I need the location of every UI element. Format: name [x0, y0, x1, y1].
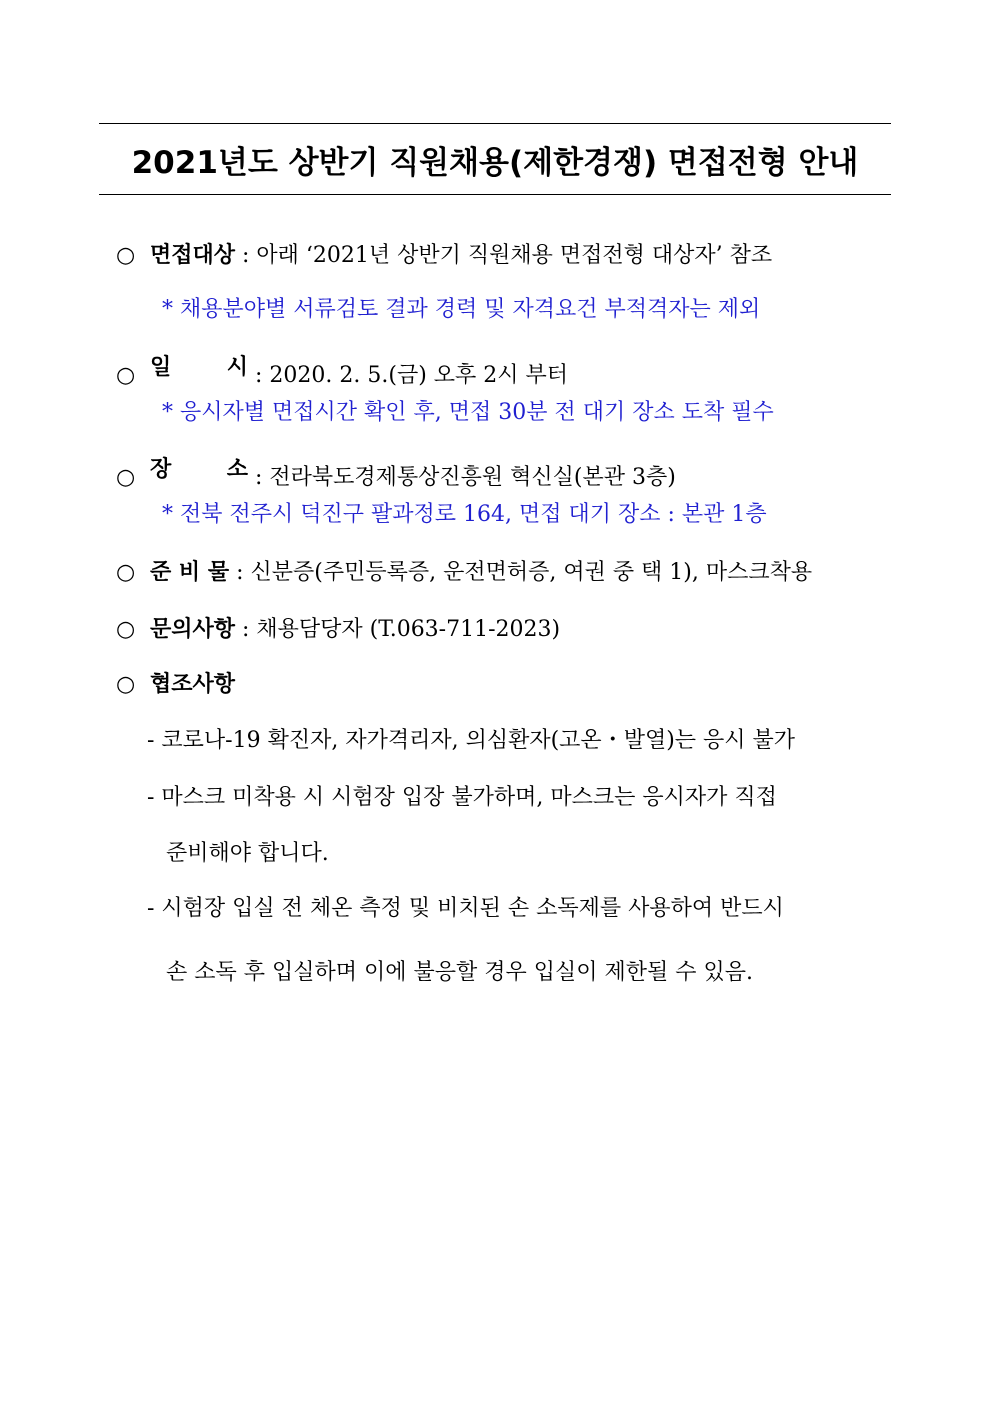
item-cooperation: [116, 669, 235, 700]
cooperation-point-continued: 손 소독 후 입실하며 이에 불응할 경우 입실이 제한될 수 있음.: [166, 960, 753, 985]
item-contact: [116, 614, 560, 645]
bullet-circle-icon: ○: [116, 465, 136, 490]
cooperation-point: - 마스크 미착용 시 시험장 입장 불가하며, 마스크는 응시자가 직접: [147, 785, 777, 810]
item-value: 채용담당자 (T.063-711-2023): [256, 617, 561, 642]
item-separator: :: [248, 363, 270, 388]
bullet-circle-icon: ○: [116, 672, 136, 697]
item-place-note: * 전북 전주시 덕진구 팔과정로 164, 면접 대기 장소 : 본관 1층: [162, 502, 767, 527]
item-label: 면접대상: [150, 242, 236, 268]
cooperation-point-continued: 준비해야 합니다.: [166, 841, 329, 866]
item-place: [116, 454, 676, 493]
item-value: 아래 ‘2021년 상반기 직원채용 면접전형 대상자’ 참조: [256, 243, 773, 268]
item-separator: :: [229, 560, 251, 585]
item-value: 2020. 2. 5.(금) 오후 2시 부터: [269, 363, 569, 388]
bullet-circle-icon: ○: [116, 363, 136, 388]
item-prep: [116, 557, 812, 588]
item-date: [116, 352, 568, 391]
item-target-note: * 채용분야별 서류검토 결과 경력 및 자격요건 부적격자는 제외: [162, 297, 761, 322]
cooperation-point: - 시험장 입실 전 체온 측정 및 비치된 손 소독제를 사용하여 반드시: [147, 896, 784, 921]
item-separator: :: [235, 617, 257, 642]
bullet-circle-icon: ○: [116, 560, 136, 585]
item-date-note: * 응시자별 면접시간 확인 후, 면접 30분 전 대기 장소 도착 필수: [162, 400, 774, 425]
bullet-circle-icon: ○: [116, 617, 136, 642]
bullet-circle-icon: ○: [116, 243, 136, 268]
item-separator: :: [235, 243, 257, 268]
page-title: 2021년도 상반기 직원채용(제한경쟁) 면접전형 안내: [131, 144, 859, 181]
item-label: 문의사항: [150, 616, 236, 642]
item-label: 준 비 물: [150, 559, 230, 585]
item-label: 협조사항: [150, 671, 236, 697]
item-target: [116, 240, 772, 271]
item-label: 일 시: [150, 354, 248, 380]
title-box: [99, 123, 891, 195]
item-value: 신분증(주민등록증, 운전면허증, 여권 중 택 1), 마스크착용: [250, 560, 813, 585]
item-label: 장 소: [150, 456, 248, 482]
cooperation-point: - 코로나-19 확진자, 자가격리자, 의심환자(고온・발열)는 응시 불가: [147, 728, 796, 753]
item-value: 전라북도경제통상진흥원 혁신실(본관 3층): [269, 465, 676, 490]
item-separator: :: [248, 465, 270, 490]
